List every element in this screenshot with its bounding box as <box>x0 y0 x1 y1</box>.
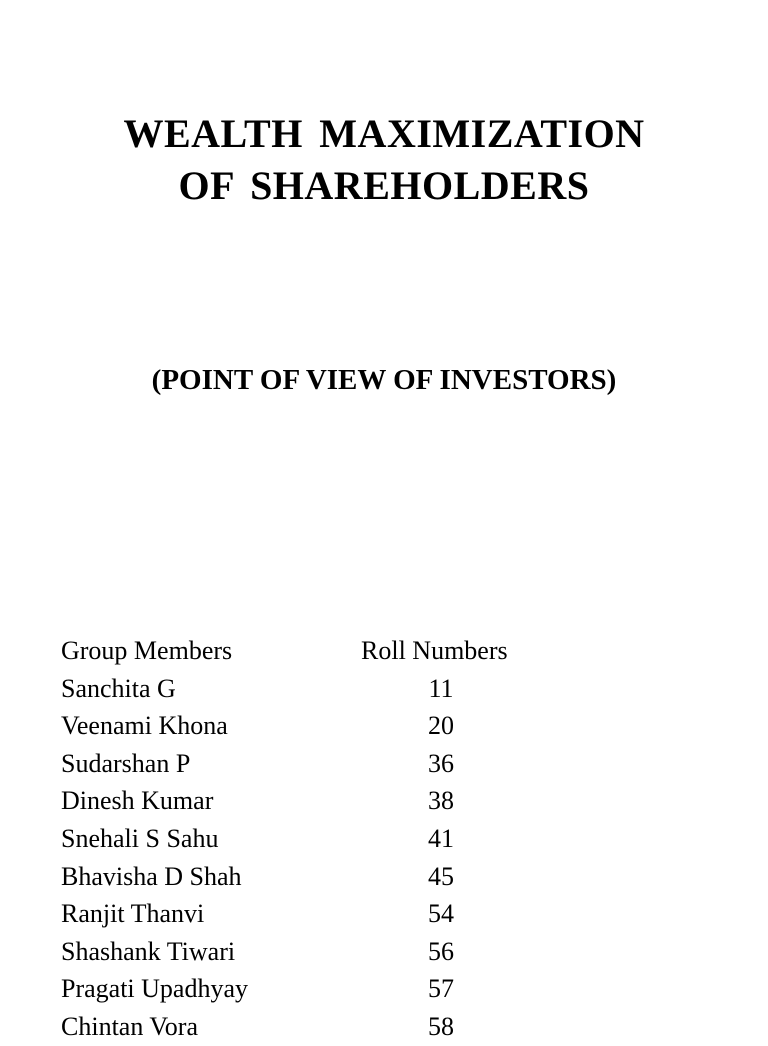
roll-number: 11 <box>428 673 454 703</box>
header-roll-numbers: Roll Numbers <box>361 636 508 665</box>
title-line-2: OF SHAREHOLDERS <box>178 163 590 208</box>
table-row <box>61 670 621 708</box>
member-name: Ranjit Thanvi <box>61 899 205 929</box>
member-name: Pragati Upadhyay <box>61 974 249 1004</box>
roll-number: 36 <box>428 748 454 778</box>
member-name: Sudarshan P <box>61 748 191 778</box>
table-row <box>61 820 621 858</box>
member-name: Shashank Tiwari <box>61 936 236 966</box>
table-row <box>61 895 621 933</box>
table-row <box>61 858 621 896</box>
member-name: Bhavisha D Shah <box>61 861 242 891</box>
table-row <box>61 970 621 1008</box>
table-header-row <box>61 632 621 670</box>
member-rows <box>61 670 621 1046</box>
document-subtitle: (POINT OF VIEW OF INVESTORS) <box>151 364 617 396</box>
member-name: Snehali S Sahu <box>61 823 219 853</box>
roll-number: 41 <box>428 823 454 853</box>
roll-number: 58 <box>428 1011 454 1041</box>
roll-number: 20 <box>428 711 454 741</box>
member-name: Chintan Vora <box>61 1011 198 1041</box>
member-name: Dinesh Kumar <box>61 786 214 816</box>
table-row <box>61 782 621 820</box>
table-row <box>61 745 621 783</box>
header-group-members: Group Members <box>61 636 233 665</box>
table-row <box>61 1008 621 1046</box>
table-row <box>61 933 621 971</box>
member-name: Sanchita G <box>61 673 176 703</box>
roll-number: 38 <box>428 786 454 816</box>
member-name: Veenami Khona <box>61 711 228 741</box>
title-line-1: WEALTH MAXIMIZATION <box>123 111 645 156</box>
group-members-table <box>61 632 621 1046</box>
roll-number: 56 <box>428 936 454 966</box>
table-row <box>61 707 621 745</box>
roll-number: 54 <box>428 899 454 929</box>
roll-number: 45 <box>428 861 454 891</box>
document-title <box>0 108 768 212</box>
roll-number: 57 <box>428 974 454 1004</box>
